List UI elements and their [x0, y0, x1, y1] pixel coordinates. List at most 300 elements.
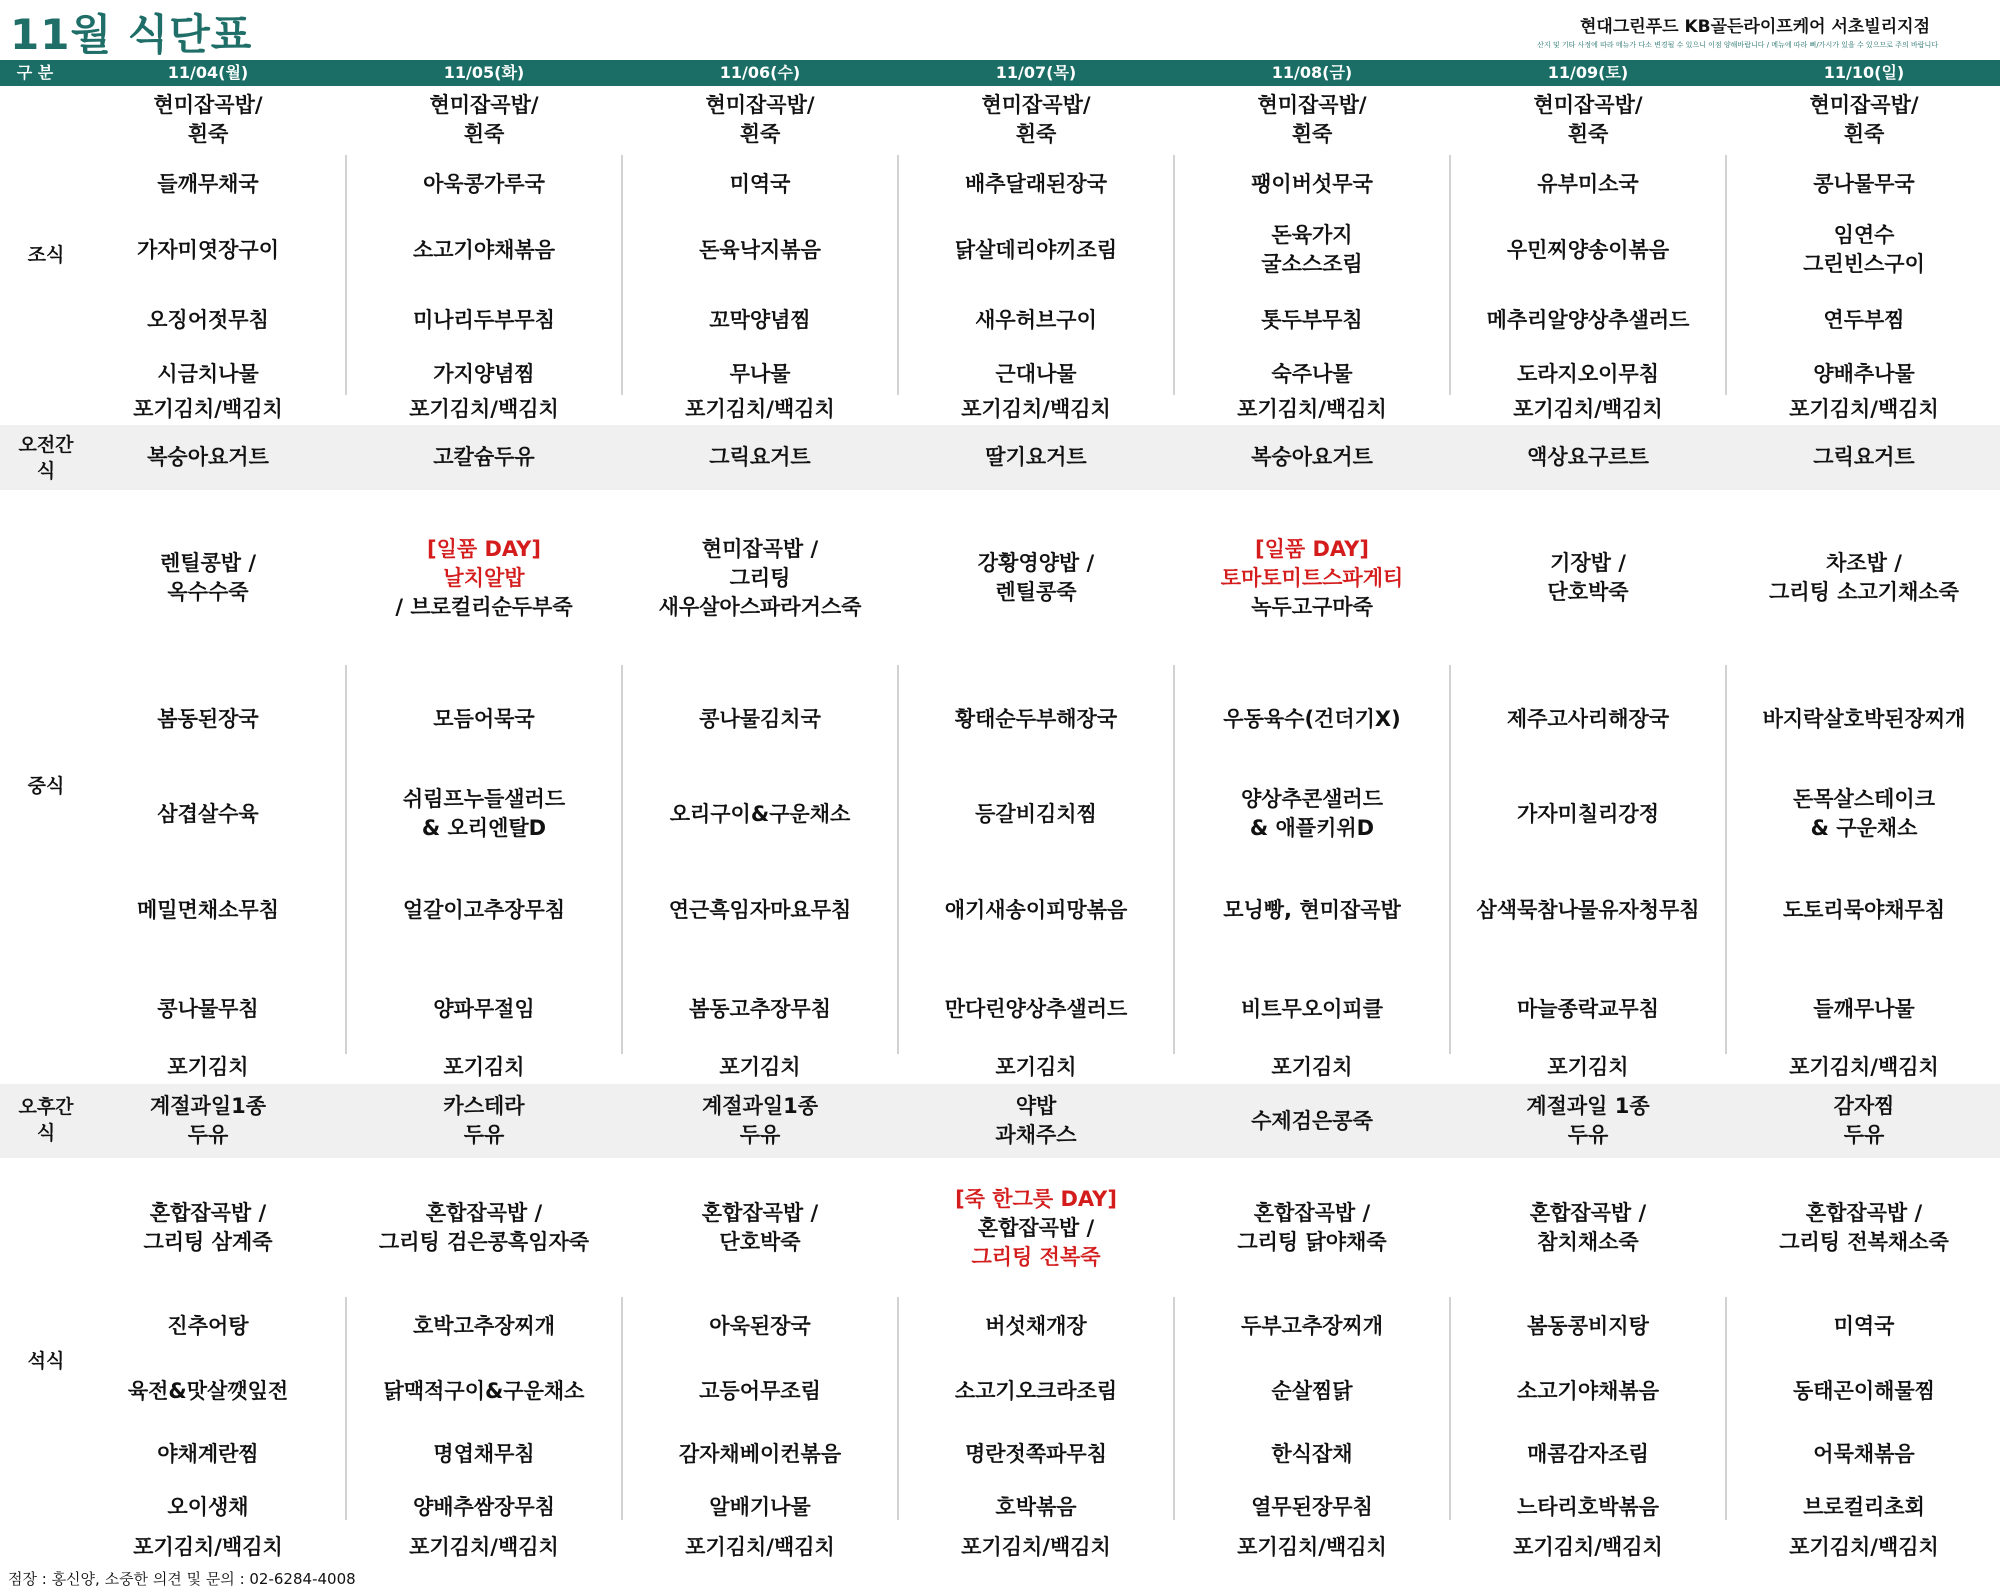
lunch-kimchi [898, 1053, 1174, 1082]
breakfast-rice-line: 흰죽 [463, 122, 505, 146]
breakfast-side [346, 360, 622, 389]
lunch-soup-line: 모듬어묵국 [433, 706, 535, 731]
lunch-rice [1174, 535, 1450, 622]
lunch-side [1450, 995, 1726, 1024]
breakfast-side [70, 360, 346, 389]
pm-snack-line: 두유 [739, 1123, 781, 1147]
pm-snack [622, 1092, 898, 1150]
pm-snack [1450, 1092, 1726, 1150]
lunch-main [70, 800, 346, 829]
pm-snack-line: 두유 [463, 1123, 505, 1147]
breakfast-side-line: 연두부찜 [1823, 307, 1905, 332]
dinner-side-line: 매콤감자조림 [1527, 1441, 1649, 1466]
lunch-side [1450, 896, 1726, 925]
pm-snack-line: 과채주스 [995, 1123, 1077, 1147]
lunch-rice [622, 535, 898, 622]
day-header: 11/04(월) [167, 63, 249, 82]
breakfast-rice-line: 현미잡곡밥/ [1257, 93, 1367, 117]
lunch-rice [1450, 549, 1726, 607]
dinner-rice-line: 그리팅 전복죽 [971, 1244, 1101, 1269]
lunch-main-line: 쉬림프누들샐러드 [402, 787, 566, 811]
pm-snack [898, 1092, 1174, 1150]
lunch-rice-line: 그리팅 소고기채소죽 [1769, 580, 1959, 604]
lunch-kimchi [622, 1053, 898, 1082]
lunch-main-line: & 구운채소 [1810, 816, 1918, 840]
lunch-kimchi [1726, 1053, 2000, 1082]
dinner-side [346, 1440, 622, 1469]
lunch-rice-line: 옥수수죽 [167, 580, 249, 604]
breakfast-side [1450, 360, 1726, 389]
dinner-soup-line: 호박고추장찌개 [412, 1313, 555, 1338]
dinner-rice-line: 참치채소죽 [1537, 1230, 1639, 1254]
breakfast-soup [346, 170, 622, 199]
breakfast-side-line: 숙주나물 [1271, 361, 1353, 386]
breakfast-main [1450, 236, 1726, 265]
lunch-soup [346, 705, 622, 734]
am-snack-line: 딸기요거트 [985, 444, 1087, 469]
breakfast-rice-line: 흰죽 [739, 122, 781, 146]
lunch-rice-line: 기장밥 / [1550, 551, 1626, 575]
lunch-soup-line: 콩나물김치국 [699, 706, 821, 731]
dinner-main [622, 1377, 898, 1406]
lunch-rice [346, 535, 622, 622]
breakfast-kimchi-line: 포기김치/백김치 [409, 396, 559, 421]
dinner-rice-line: 혼합잡곡밥 / [149, 1201, 267, 1225]
dinner-kimchi [898, 1533, 1174, 1562]
breakfast-side [1726, 306, 2000, 335]
am-snack [346, 443, 622, 472]
dinner-side-line: 명란젓쪽파무침 [964, 1441, 1107, 1466]
dinner-side [1726, 1440, 2000, 1469]
lunch-rice-line: [일품 DAY] [427, 536, 541, 561]
am-snack [1174, 443, 1450, 472]
breakfast-side-line: 가지양념찜 [433, 361, 535, 386]
breakfast-kimchi-line: 포기김치/백김치 [961, 396, 1111, 421]
dinner-side [1174, 1440, 1450, 1469]
breakfast-soup-line: 아욱콩가루국 [423, 171, 545, 196]
dinner-side-line: 야채계란찜 [157, 1441, 259, 1466]
lunch-soup-line: 황태순두부해장국 [954, 706, 1118, 731]
breakfast-soup-line: 유부미소국 [1537, 171, 1639, 196]
lunch-side [70, 995, 346, 1024]
breakfast-rice [346, 91, 622, 149]
lunch-kimchi-line: 포기김치/백김치 [1789, 1054, 1939, 1079]
breakfast-rice-line: 흰죽 [187, 122, 229, 146]
day-header: 11/06(수) [719, 63, 801, 82]
breakfast-kimchi [1726, 395, 2000, 424]
am-snack [1450, 443, 1726, 472]
lunch-side [346, 896, 622, 925]
breakfast-main-line: 임연수 [1833, 223, 1895, 247]
column-label: 구 분 [16, 63, 54, 82]
dinner-kimchi-line: 포기김치/백김치 [1237, 1534, 1387, 1559]
lunch-side [1726, 896, 2000, 925]
lunch-rice [1726, 549, 2000, 607]
dinner-soup-line: 진추어탕 [167, 1313, 249, 1338]
dinner-main [1726, 1377, 2000, 1406]
am-snack-line: 복숭아요거트 [147, 444, 269, 469]
lunch-soup-line: 제주고사리해장국 [1506, 706, 1670, 731]
breakfast-main [1726, 221, 2000, 279]
breakfast-soup-line: 미역국 [729, 171, 791, 196]
dinner-main [1450, 1377, 1726, 1406]
lunch-rice-line: 날치알밥 [443, 565, 525, 590]
dinner-kimchi-line: 포기김치/백김치 [1789, 1534, 1939, 1559]
breakfast-rice-line: 현미잡곡밥/ [705, 93, 815, 117]
lunch-main-line: 돈목살스테이크 [1792, 787, 1935, 811]
lunch-main [1174, 785, 1450, 843]
lunch-soup [898, 705, 1174, 734]
breakfast-kimchi-line: 포기김치/백김치 [1789, 396, 1939, 421]
dinner-main-line: 순살찜닭 [1271, 1378, 1353, 1403]
breakfast-side [622, 306, 898, 335]
breakfast-rice [622, 91, 898, 149]
lunch-side-line: 연근흑임자마요무침 [668, 897, 852, 922]
lunch-main-line: 가자미칠리강정 [1516, 801, 1659, 826]
pm-snack [346, 1092, 622, 1150]
breakfast-side-line: 미나리두부무침 [412, 307, 555, 332]
lunch-main-line: 양상추콘샐러드 [1240, 787, 1383, 811]
dinner-side-line: 호박볶음 [995, 1494, 1077, 1519]
footer-contact: 점장 : 홍신양, 소중한 의견 및 문의 : 02-6284-4008 [8, 1570, 356, 1588]
lunch-rice-line: 새우살아스파라거스죽 [658, 594, 862, 619]
am-snack-line: 복숭아요거트 [1251, 444, 1373, 469]
lunch-main-line: 등갈비김치찜 [975, 801, 1097, 826]
breakfast-soup-line: 배추달래된장국 [964, 171, 1107, 196]
pm-snack-line: 두유 [1567, 1123, 1609, 1147]
dinner-side-line: 오이생채 [167, 1494, 249, 1519]
lunch-soup [70, 705, 346, 734]
dinner-side [70, 1493, 346, 1522]
breakfast-main-line: 그린빈스구이 [1803, 252, 1925, 276]
section-label-am-snack-2: 식 [36, 460, 56, 482]
section-label-pm-snack-1: 오후간 [18, 1096, 74, 1118]
dinner-side [1174, 1493, 1450, 1522]
lunch-soup-line: 우동육수(건더기X) [1223, 706, 1401, 731]
breakfast-side-line: 새우허브구이 [975, 307, 1097, 332]
dinner-kimchi [346, 1533, 622, 1562]
dinner-rice-line: 그리팅 닭야채죽 [1237, 1230, 1387, 1254]
dinner-kimchi-line: 포기김치/백김치 [961, 1534, 1111, 1559]
dinner-rice [346, 1199, 622, 1257]
breakfast-kimchi [70, 395, 346, 424]
breakfast-soup [1450, 170, 1726, 199]
dinner-side-line: 느타리호박볶음 [1516, 1494, 1659, 1519]
dinner-rice [898, 1185, 1174, 1272]
dinner-side-line: 양배추쌈장무침 [412, 1494, 555, 1519]
dinner-main-line: 고등어무조림 [699, 1378, 821, 1403]
breakfast-rice [1726, 91, 2000, 149]
dinner-kimchi [1726, 1533, 2000, 1562]
dinner-rice-line: 그리팅 전복채소죽 [1779, 1230, 1949, 1254]
section-label-pm-snack-2: 식 [36, 1122, 56, 1144]
breakfast-rice-line: 현미잡곡밥/ [1809, 93, 1919, 117]
breakfast-side-line: 무나물 [729, 361, 791, 386]
breakfast-rice [1174, 91, 1450, 149]
lunch-rice-line: 렌틸콩죽 [995, 580, 1077, 604]
breakfast-rice [70, 91, 346, 149]
am-snack [622, 443, 898, 472]
section-label-dinner: 석식 [27, 1350, 65, 1372]
day-header: 11/08(금) [1271, 63, 1353, 82]
dinner-soup [1726, 1312, 2000, 1341]
breakfast-rice [898, 91, 1174, 149]
lunch-side [346, 995, 622, 1024]
breakfast-side [1174, 306, 1450, 335]
dinner-rice [1450, 1199, 1726, 1257]
lunch-side [898, 896, 1174, 925]
breakfast-kimchi [622, 395, 898, 424]
pm-snack-line: 수제검은콩죽 [1251, 1108, 1373, 1133]
lunch-side [898, 995, 1174, 1024]
lunch-kimchi-line: 포기김치 [1271, 1054, 1353, 1079]
dinner-side [1450, 1440, 1726, 1469]
breakfast-main [346, 236, 622, 265]
lunch-kimchi-line: 포기김치 [1547, 1054, 1629, 1079]
am-snack [1726, 443, 2000, 472]
lunch-kimchi [70, 1053, 346, 1082]
lunch-main-line: 오리구이&구운채소 [669, 801, 851, 826]
breakfast-rice-line: 현미잡곡밥/ [429, 93, 539, 117]
dinner-rice [1726, 1199, 2000, 1257]
pm-snack-line: 두유 [187, 1123, 229, 1147]
lunch-main [1726, 785, 2000, 843]
dinner-rice-line: 혼합잡곡밥 / [1253, 1201, 1371, 1225]
dinner-main-line: 소고기오크라조림 [954, 1378, 1118, 1403]
am-snack-line: 그릭요거트 [1813, 444, 1915, 469]
dinner-soup-line: 두부고추장찌개 [1240, 1313, 1383, 1338]
lunch-main [1450, 800, 1726, 829]
breakfast-main-line: 돈육가지 [1271, 223, 1353, 247]
dinner-side [346, 1493, 622, 1522]
pm-snack-line: 계절과일1종 [149, 1094, 267, 1118]
dinner-soup [1450, 1312, 1726, 1341]
lunch-rice-line: 토마토미트스파게티 [1220, 565, 1404, 590]
lunch-main [898, 800, 1174, 829]
dinner-side [70, 1440, 346, 1469]
breakfast-side [346, 306, 622, 335]
breakfast-main [622, 236, 898, 265]
breakfast-main-line: 굴소스조림 [1261, 252, 1363, 276]
lunch-side-line: 양파무절임 [433, 996, 535, 1021]
dinner-kimchi-line: 포기김치/백김치 [133, 1534, 283, 1559]
breakfast-rice-line: 흰죽 [1843, 122, 1885, 146]
dinner-rice-line: 혼합잡곡밥 / [425, 1201, 543, 1225]
lunch-soup [1450, 705, 1726, 734]
breakfast-side [898, 360, 1174, 389]
dinner-main-line: 소고기야채볶음 [1516, 1378, 1659, 1403]
dinner-rice-line: 혼합잡곡밥 / [701, 1201, 819, 1225]
breakfast-kimchi [1174, 395, 1450, 424]
dinner-side-line: 한식잡채 [1271, 1441, 1353, 1466]
breakfast-main-line: 소고기야채볶음 [412, 237, 555, 262]
section-label-am-snack-1: 오전간 [18, 434, 74, 456]
breakfast-rice [1450, 91, 1726, 149]
dinner-main [70, 1377, 346, 1406]
breakfast-side-line: 도라지오이무침 [1516, 361, 1659, 386]
lunch-kimchi [346, 1053, 622, 1082]
dinner-rice-line: 혼합잡곡밥 / [1529, 1201, 1647, 1225]
lunch-soup [622, 705, 898, 734]
section-label-lunch: 중식 [27, 775, 65, 797]
breakfast-main-line: 가자미엿장구이 [136, 237, 279, 262]
dinner-rice [1174, 1199, 1450, 1257]
breakfast-kimchi [346, 395, 622, 424]
dinner-kimchi-line: 포기김치/백김치 [685, 1534, 835, 1559]
lunch-side-line: 애기새송이피망볶음 [944, 897, 1128, 922]
dinner-rice [70, 1199, 346, 1257]
lunch-rice-line: 차조밥 / [1826, 551, 1902, 575]
breakfast-rice-line: 현미잡곡밥/ [153, 93, 263, 117]
am-snack [898, 443, 1174, 472]
lunch-soup-line: 봄동된장국 [157, 706, 259, 731]
header-bar [0, 60, 2000, 86]
dinner-rice-line: 그리팅 삼계죽 [143, 1230, 273, 1254]
dinner-side-line: 알배기나물 [709, 1494, 811, 1519]
breakfast-main-line: 돈육낙지볶음 [699, 237, 821, 262]
dinner-rice-line: 혼합잡곡밥 / [1805, 1201, 1923, 1225]
dinner-kimchi-line: 포기김치/백김치 [1513, 1534, 1663, 1559]
lunch-rice-line: [일품 DAY] [1255, 536, 1369, 561]
breakfast-side-line: 톳두부무침 [1261, 307, 1363, 332]
dinner-main-line: 동태곤이해물찜 [1792, 1378, 1935, 1403]
lunch-side-line: 도토리묵야채무침 [1782, 897, 1946, 922]
pm-snack-line: 두유 [1843, 1123, 1885, 1147]
lunch-side-line: 만다린양상추샐러드 [944, 996, 1128, 1021]
lunch-rice-line: 단호박죽 [1547, 580, 1629, 604]
dinner-side [898, 1440, 1174, 1469]
lunch-kimchi-line: 포기김치 [719, 1054, 801, 1079]
pm-snack-line: 카스테라 [443, 1094, 525, 1118]
lunch-kimchi [1174, 1053, 1450, 1082]
breakfast-kimchi-line: 포기김치/백김치 [685, 396, 835, 421]
day-header: 11/10(일) [1823, 63, 1905, 82]
dinner-rice-line: 단호박죽 [719, 1230, 801, 1254]
lunch-side [1174, 896, 1450, 925]
lunch-side [1726, 995, 2000, 1024]
breakfast-side [622, 360, 898, 389]
dinner-soup [622, 1312, 898, 1341]
lunch-main-line: & 애플키위D [1249, 816, 1375, 840]
lunch-kimchi [1450, 1053, 1726, 1082]
pm-snack-line: 계절과일 1종 [1526, 1094, 1650, 1118]
lunch-soup [1726, 705, 2000, 734]
day-header: 11/05(화) [443, 63, 525, 82]
day-header: 11/09(토) [1547, 63, 1629, 82]
dinner-rice [622, 1199, 898, 1257]
lunch-side-line: 콩나물무침 [157, 996, 259, 1021]
dinner-side-line: 어묵채볶음 [1813, 1441, 1915, 1466]
dinner-soup-line: 버섯채개장 [985, 1313, 1087, 1338]
lunch-side [622, 995, 898, 1024]
pm-snack-line: 계절과일1종 [701, 1094, 819, 1118]
lunch-side-line: 모닝빵, 현미잡곡밥 [1223, 897, 1401, 922]
lunch-rice-line: 그리팅 [729, 565, 791, 590]
lunch-rice-line: 현미잡곡밥 / [701, 536, 819, 561]
breakfast-main [1174, 221, 1450, 279]
pm-snack-line: 약밥 [1015, 1094, 1057, 1118]
page-title: 11월 식단표 [10, 10, 253, 59]
lunch-side-line: 봄동고추장무침 [688, 996, 831, 1021]
am-snack-line: 그릭요거트 [709, 444, 811, 469]
lunch-side-line: 마늘종락교무침 [1516, 996, 1659, 1021]
dinner-side [1450, 1493, 1726, 1522]
dinner-kimchi-line: 포기김치/백김치 [409, 1534, 559, 1559]
breakfast-side-line: 근대나물 [995, 361, 1077, 386]
breakfast-side-line: 꼬막양념찜 [709, 307, 811, 332]
dinner-rice-line: 혼합잡곡밥 / [977, 1215, 1095, 1240]
dinner-soup [1174, 1312, 1450, 1341]
breakfast-kimchi [1450, 395, 1726, 424]
lunch-main-line: & 오리엔탈D [421, 816, 547, 840]
dinner-side-line: 열무된장무침 [1251, 1494, 1373, 1519]
dinner-main [1174, 1377, 1450, 1406]
lunch-rice-line: / 브로컬리순두부죽 [395, 594, 573, 619]
breakfast-soup [898, 170, 1174, 199]
breakfast-side-line: 시금치나물 [157, 361, 259, 386]
lunch-rice-line: 녹두고구마죽 [1251, 594, 1373, 619]
dinner-soup [346, 1312, 622, 1341]
dinner-side-line: 감자채베이컨볶음 [678, 1441, 842, 1466]
am-snack [70, 443, 346, 472]
breakfast-rice-line: 흰죽 [1291, 122, 1333, 146]
dinner-soup-line: 미역국 [1833, 1313, 1895, 1338]
lunch-side-line: 삼색묵참나물유자청무침 [1476, 897, 1700, 922]
dinner-main [346, 1377, 622, 1406]
breakfast-kimchi-line: 포기김치/백김치 [1237, 396, 1387, 421]
dinner-side [622, 1493, 898, 1522]
breakfast-side [70, 306, 346, 335]
dinner-kimchi [1450, 1533, 1726, 1562]
lunch-rice-line: 렌틸콩밥 / [159, 551, 257, 575]
lunch-soup-line: 바지락살호박된장찌개 [1762, 706, 1966, 731]
dinner-side-line: 명엽채무침 [433, 1441, 535, 1466]
am-snack-line: 고칼슘두유 [433, 444, 535, 469]
notice-text: 산지 및 기타 사정에 따라 메뉴가 다소 변경될 수 있으니 이점 양해바랍니다 / 메뉴에 따라 뼈/가시가 있을 수 있으므로 주의 바랍니다 [1537, 41, 1938, 49]
dinner-kimchi [622, 1533, 898, 1562]
breakfast-side [1726, 360, 2000, 389]
breakfast-rice-line: 현미잡곡밥/ [1533, 93, 1643, 117]
breakfast-side [898, 306, 1174, 335]
breakfast-kimchi [898, 395, 1174, 424]
dinner-kimchi [70, 1533, 346, 1562]
lunch-side-line: 얼갈이고추장무침 [402, 897, 566, 922]
breakfast-side-line: 오징어젓무침 [147, 307, 269, 332]
dinner-kimchi [1174, 1533, 1450, 1562]
pm-snack [70, 1092, 346, 1150]
breakfast-soup-line: 콩나물무국 [1813, 171, 1915, 196]
breakfast-side-line: 메추리알양상추샐러드 [1486, 307, 1690, 332]
dinner-side [898, 1493, 1174, 1522]
dinner-soup-line: 아욱된장국 [709, 1313, 811, 1338]
dinner-side-line: 브로컬리초회 [1803, 1494, 1925, 1519]
company-name: 현대그린푸드 KB골든라이프케어 서초빌리지점 [1580, 17, 1930, 37]
breakfast-rice-line: 현미잡곡밥/ [981, 93, 1091, 117]
breakfast-side [1450, 306, 1726, 335]
dinner-rice-line: 그리팅 검은콩흑임자죽 [378, 1230, 590, 1254]
breakfast-soup [1174, 170, 1450, 199]
breakfast-rice-line: 흰죽 [1015, 122, 1057, 146]
dinner-main [898, 1377, 1174, 1406]
lunch-soup [1174, 705, 1450, 734]
lunch-side-line: 들깨무나물 [1813, 996, 1915, 1021]
lunch-rice [898, 549, 1174, 607]
pm-snack-line: 감자찜 [1833, 1094, 1895, 1118]
breakfast-kimchi-line: 포기김치/백김치 [133, 396, 283, 421]
lunch-side-line: 비트무오이피클 [1240, 996, 1383, 1021]
lunch-kimchi-line: 포기김치 [167, 1054, 249, 1079]
dinner-rice-line: [죽 한그릇 DAY] [955, 1186, 1117, 1211]
